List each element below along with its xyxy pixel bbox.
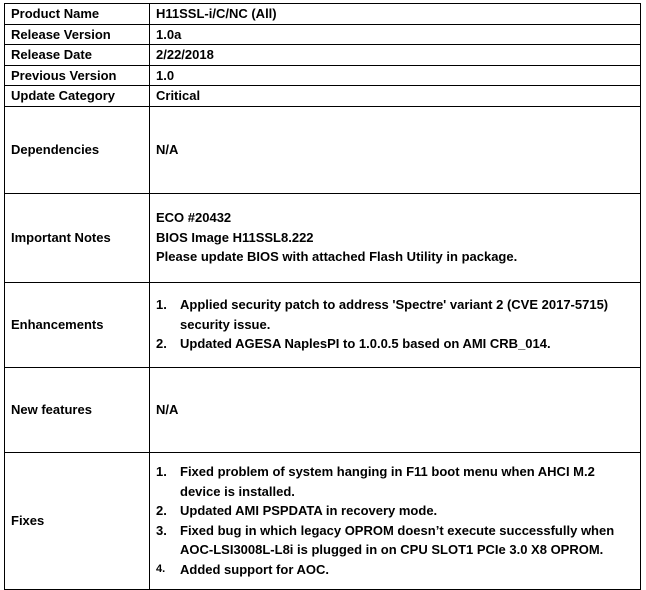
row-important-notes <box>5 193 641 282</box>
list-item <box>156 334 634 354</box>
row-dependencies <box>5 106 641 193</box>
list-item-text: Applied security patch to address 'Spectre' variant 2 (CVE 2017-5715) security issue. <box>180 297 609 332</box>
list-item-text: Fixed problem of system hanging in F11 boot menu when AHCI M.2 device is installed. <box>180 464 595 499</box>
list-item-text: Added support for AOC. <box>180 561 330 577</box>
row-enhancements <box>5 282 641 367</box>
dependencies-label: Dependencies <box>5 106 150 193</box>
fixes-label: Fixes <box>5 452 150 589</box>
list-item <box>156 560 634 580</box>
row-product-name <box>5 4 641 25</box>
notes-line: Please update BIOS with attached Flash Utility in package. <box>156 249 518 265</box>
update-category-value: Critical <box>150 86 641 107</box>
row-release-date <box>5 45 641 66</box>
list-item-number: 2. <box>156 503 167 518</box>
dependencies-value: N/A <box>150 106 641 193</box>
list-item-number: 3. <box>156 522 167 538</box>
list-item-text: Fixed bug in which legacy OPROM doesn’t execute successfully when AOC-LSI3008L-L8i is plugged in on CPU SLOT1 PCIe 3.0 X8 OPROM. <box>180 522 615 557</box>
enhancements-list <box>156 295 634 354</box>
new-features-value: N/A <box>150 367 641 452</box>
release-version-label: Release Version <box>5 24 150 45</box>
release-notes-table <box>4 3 641 590</box>
product-name-label: Product Name <box>5 4 150 25</box>
new-features-label: New features <box>5 367 150 452</box>
list-item <box>156 295 634 334</box>
enhancements-value <box>150 282 641 367</box>
row-new-features <box>5 367 641 452</box>
row-previous-version <box>5 65 641 86</box>
list-item-text: Updated AGESA NaplesPI to 1.0.0.5 based on AMI CRB_014. <box>180 336 551 352</box>
list-item-text: Updated AMI PSPDATA in recovery mode. <box>180 503 438 518</box>
release-version-value: 1.0a <box>150 24 641 45</box>
product-name-value: H11SSL-i/C/NC (All) <box>150 4 641 25</box>
fixes-list <box>156 462 634 579</box>
list-item <box>156 462 634 501</box>
release-date-label: Release Date <box>5 45 150 66</box>
enhancements-label: Enhancements <box>5 282 150 367</box>
row-fixes <box>5 452 641 589</box>
update-category-label: Update Category <box>5 86 150 107</box>
list-item-number: 4. <box>156 562 166 575</box>
notes-line: ECO #20432 <box>156 210 232 226</box>
notes-line: BIOS Image H11SSL8.222 <box>156 229 314 245</box>
important-notes-value <box>150 193 641 282</box>
release-date-value: 2/22/2018 <box>150 45 641 66</box>
list-item-number: 1. <box>156 464 167 479</box>
important-notes-label: Important Notes <box>5 193 150 282</box>
list-item <box>156 521 634 560</box>
fixes-value <box>150 452 641 589</box>
row-release-version <box>5 24 641 45</box>
list-item-number: 2. <box>156 336 167 352</box>
row-update-category <box>5 86 641 107</box>
previous-version-value: 1.0 <box>150 65 641 86</box>
list-item-number: 1. <box>156 297 167 313</box>
previous-version-label: Previous Version <box>5 65 150 86</box>
list-item <box>156 501 634 521</box>
